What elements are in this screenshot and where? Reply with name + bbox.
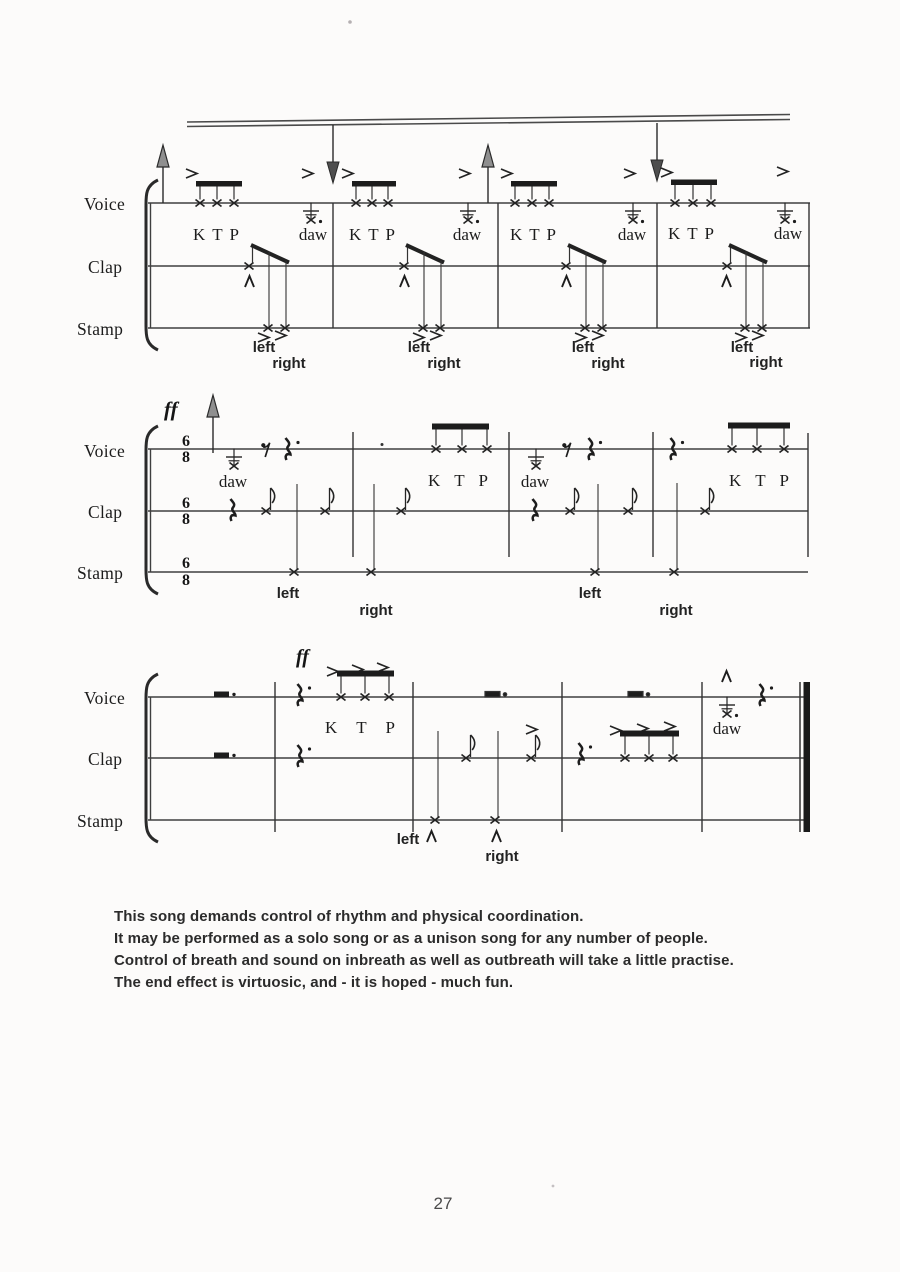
measure-3-notes: [528, 438, 637, 576]
lyric-ktp: K T P: [427, 471, 489, 490]
timesig-numerator: 6: [182, 555, 190, 572]
outbreath-arrow-icon: [651, 123, 663, 181]
step-label-left: left: [578, 585, 602, 602]
staff-label-stamp: Stamp: [77, 811, 124, 831]
barlines: [353, 432, 808, 557]
measure-5-notes: [719, 671, 773, 718]
step-label-left: left: [252, 339, 276, 356]
outbreath-arrow-icon: [327, 125, 339, 183]
lyric-ktp: K T P: [667, 224, 715, 243]
staff-label-clap: Clap: [88, 749, 123, 769]
system-brace: [146, 180, 158, 350]
lyric-ktp: K T P: [192, 225, 240, 244]
notes-line: It may be performed as a solo song or as a unison song for any number of people.: [114, 930, 708, 947]
timesig-numerator: 6: [182, 433, 190, 450]
staff-label-stamp: Stamp: [77, 563, 124, 583]
lyric-daw: daw: [298, 225, 328, 244]
measure-4-notes: [485, 692, 679, 766]
notes-line: The end effect is virtuosic, and - it is hoped - much fun.: [114, 974, 514, 991]
timesig-denominator: 8: [182, 572, 190, 589]
measure-4-notes: [661, 167, 796, 342]
staff-lines: [148, 697, 810, 820]
measure-3-notes: [427, 725, 540, 842]
step-label-left: left: [730, 339, 754, 356]
staff-label-voice: Voice: [84, 441, 126, 461]
step-label-right: right: [272, 355, 306, 372]
system-3: [146, 663, 810, 842]
lyric-ktp: K T P: [324, 718, 396, 737]
system-2: [146, 395, 808, 594]
measure-1-notes: [226, 438, 334, 576]
staff-label-clap: Clap: [88, 257, 123, 277]
measure-1-notes: [214, 692, 236, 759]
scan-speck: [348, 20, 352, 24]
step-label-right: right: [359, 602, 393, 619]
timesig-denominator: 8: [182, 449, 190, 466]
lyric-daw: daw: [452, 225, 482, 244]
inbreath-arrow-icon: [207, 395, 219, 453]
lyric-daw: daw: [520, 472, 550, 491]
scan-speck: [552, 1185, 555, 1188]
measure-2-notes: [298, 663, 395, 767]
step-label-right: right: [427, 355, 461, 372]
final-barline: [800, 682, 810, 832]
lyric-ktp: K T P: [509, 225, 557, 244]
step-label-left: left: [396, 831, 420, 848]
timesig-denominator: 8: [182, 511, 190, 528]
lyric-ktp: K T P: [348, 225, 396, 244]
dynamic-ff: ff: [164, 397, 178, 421]
staff-lines: [148, 449, 808, 572]
lyric-ktp: K T P: [728, 471, 790, 490]
timesig-numerator: 6: [182, 495, 190, 512]
step-label-right: right: [659, 602, 693, 619]
system-brace: [146, 426, 158, 594]
measure-1-notes: [186, 169, 322, 342]
inbreath-arrow-icon: [157, 145, 169, 203]
staff-label-clap: Clap: [88, 502, 123, 522]
lyric-daw: daw: [617, 225, 647, 244]
dynamic-ff: ff: [296, 646, 309, 668]
lyric-daw: daw: [712, 719, 742, 738]
measure-3-notes: [501, 169, 647, 342]
breath-guide-line: [187, 115, 790, 127]
lyric-daw: daw: [218, 472, 248, 491]
lyric-daw: daw: [773, 224, 803, 243]
inbreath-arrow-icon: [482, 145, 494, 203]
staff-label-voice: Voice: [84, 688, 126, 708]
notes-line: Control of breath and sound on inbreath as well as outbreath will take a little practise.: [114, 952, 734, 969]
step-label-right: right: [485, 848, 519, 865]
staff-label-stamp: Stamp: [77, 319, 124, 339]
barlines: [275, 682, 702, 832]
step-label-right: right: [749, 354, 783, 371]
measure-2-notes: [367, 424, 492, 576]
performance-notes: [114, 906, 734, 994]
step-label-left: left: [571, 339, 595, 356]
measure-2-notes: [342, 169, 482, 342]
page-number: 27: [433, 1194, 453, 1213]
staff-label-voice: Voice: [84, 194, 126, 214]
step-label-left: left: [276, 585, 300, 602]
measure-4-notes: [670, 423, 791, 576]
step-label-right: right: [591, 355, 625, 372]
notes-line: This song demands control of rhythm and physical coordination.: [114, 908, 584, 925]
step-label-left: left: [407, 339, 431, 356]
